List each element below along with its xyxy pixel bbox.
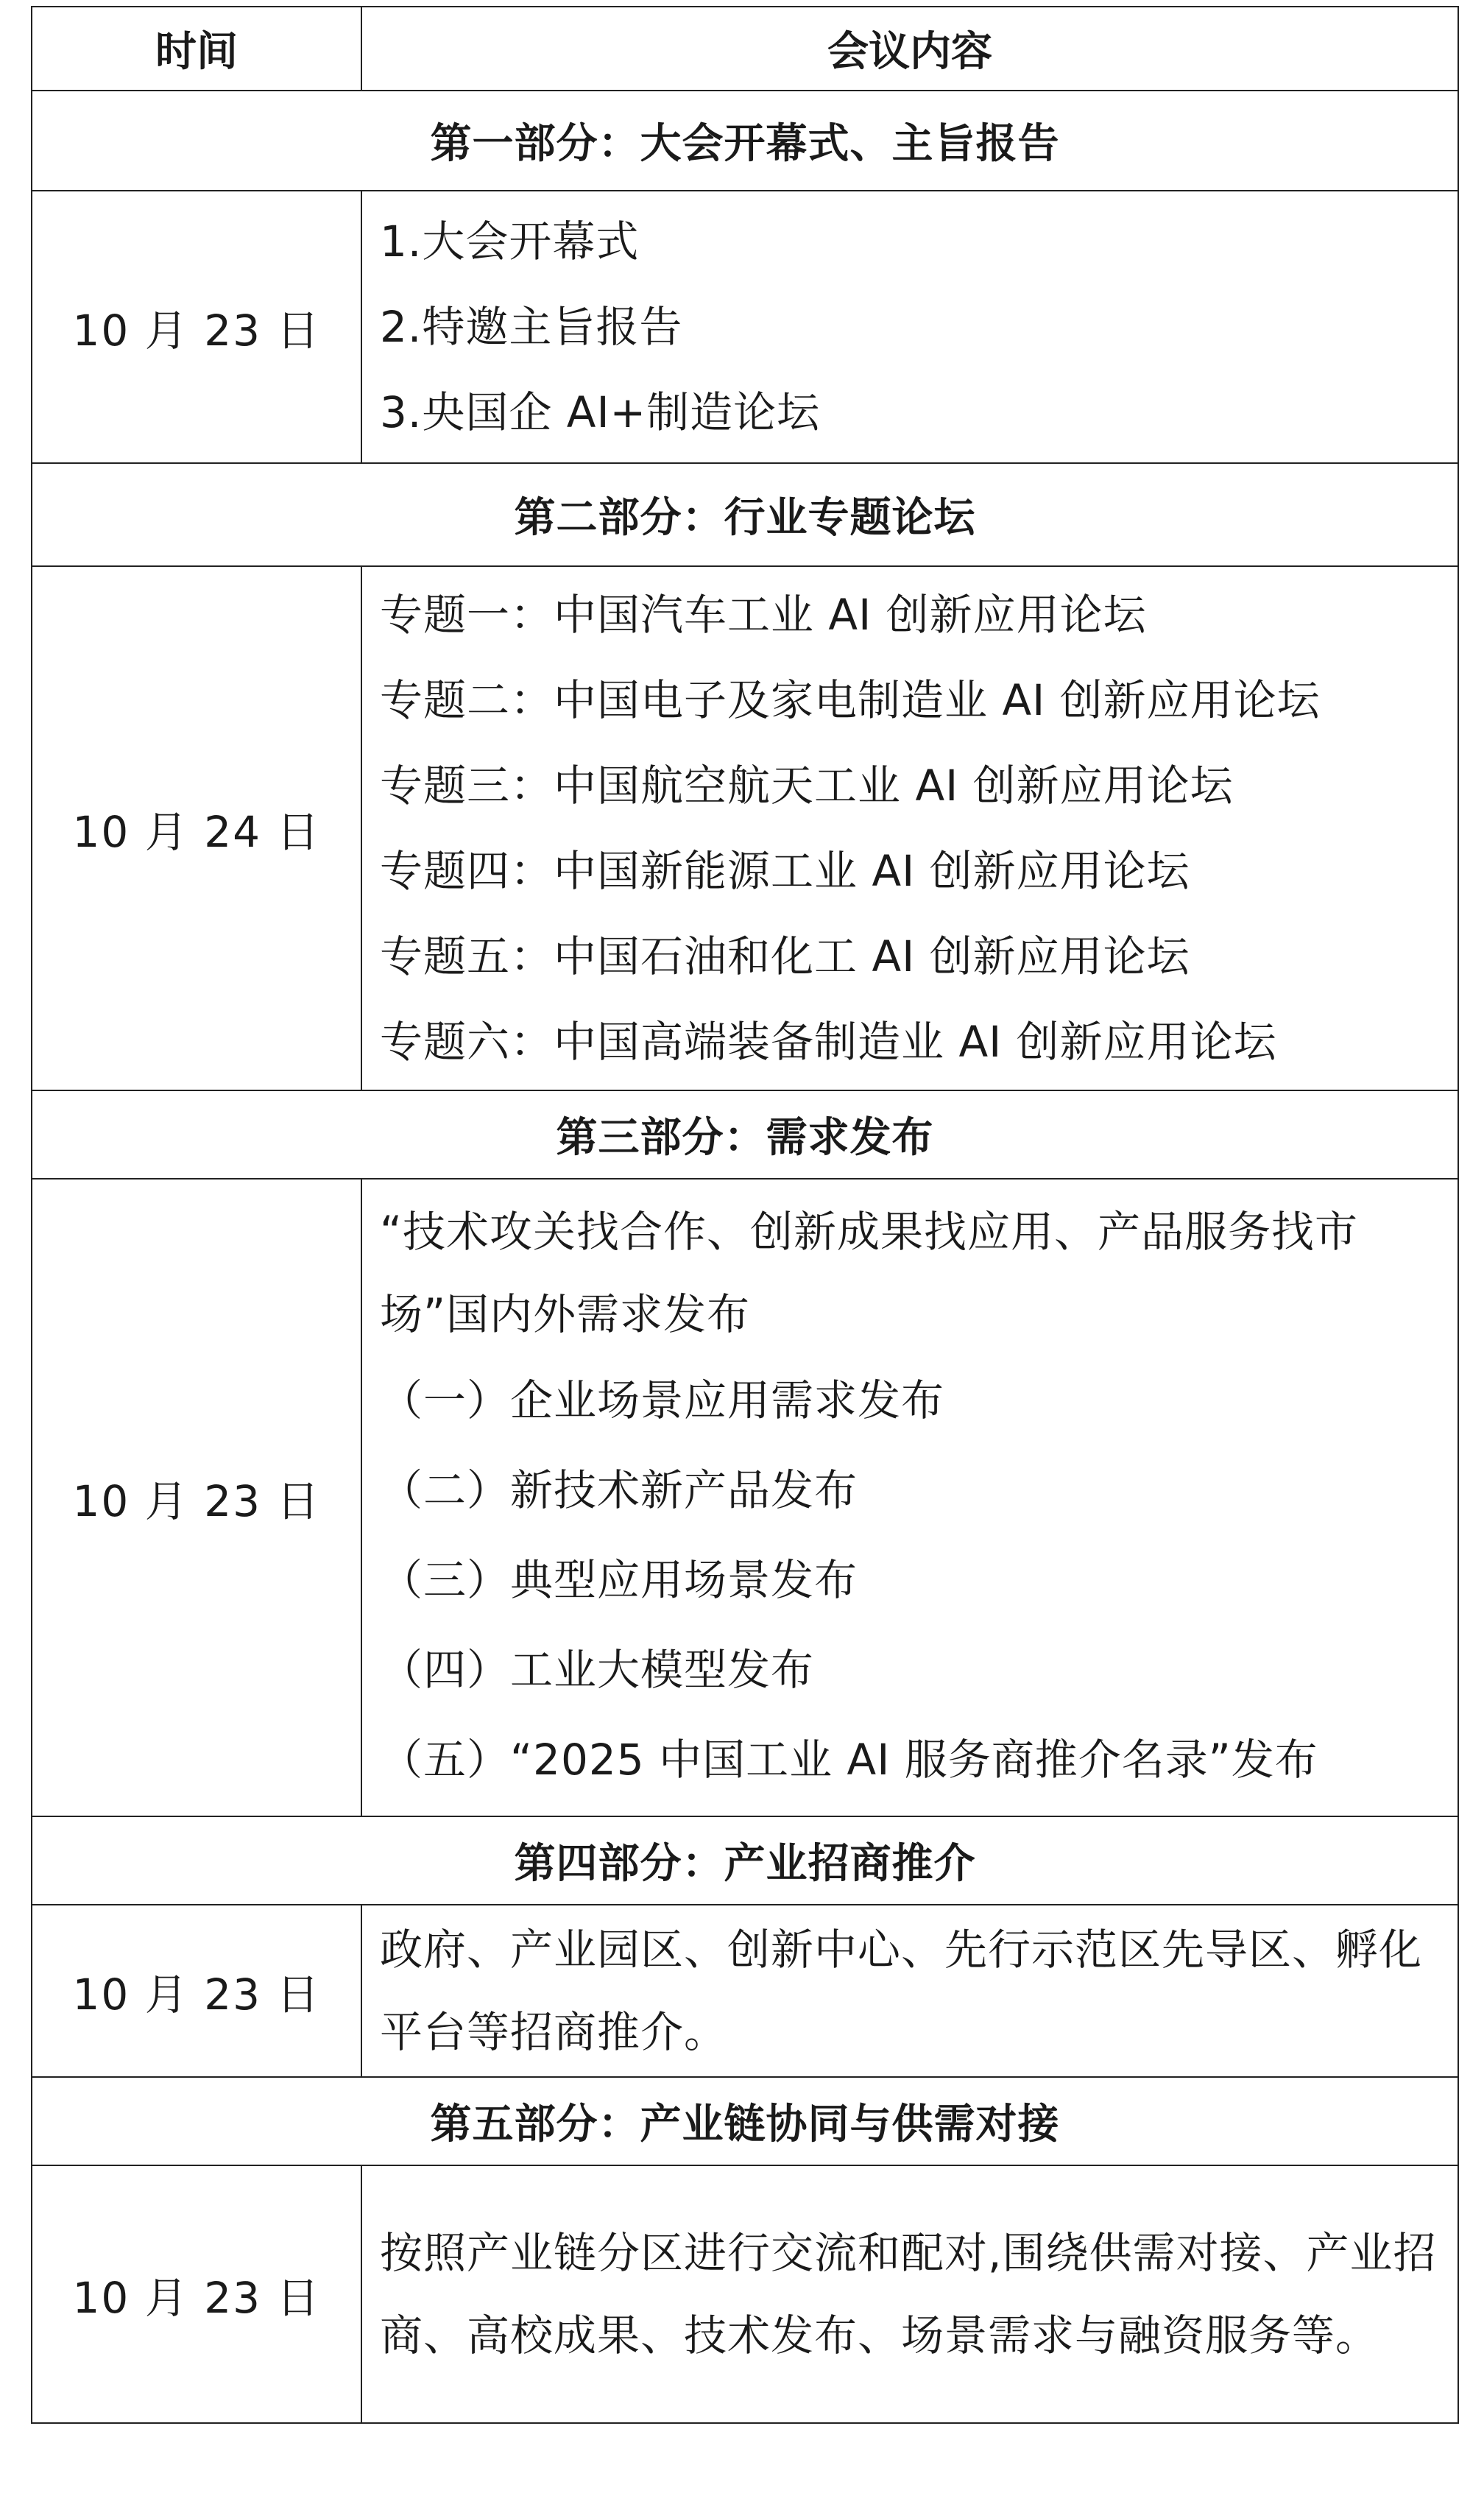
section-3-title: 第三部分：需求发布: [32, 1090, 1458, 1179]
list-item: （二）新技术新产品发布: [380, 1465, 858, 1515]
section-3-date: 10 月 23 日: [32, 1179, 361, 1816]
section-5-title: 第五部分：产业链协同与供需对接: [32, 2077, 1458, 2165]
section-2-content: [361, 566, 1458, 1090]
section-2-title: 第二部分：行业专题论坛: [32, 463, 1458, 566]
list-item: 1.大会开幕式: [380, 216, 640, 267]
section-4-date: 10 月 23 日: [32, 1905, 361, 2077]
table-row: [32, 1905, 1458, 2077]
agenda-table: [31, 6, 1459, 2424]
list-item: 专题一：中国汽车工业 AI 创新应用论坛: [380, 590, 1147, 640]
list-item: （四）工业大模型发布: [380, 1645, 815, 1695]
table-row: [32, 1179, 1458, 1816]
list-item: 2.特邀主旨报告: [380, 302, 683, 352]
list-item: 专题四：中国新能源工业 AI 创新应用论坛: [380, 846, 1190, 896]
list-item: 专题六：中国高端装备制造业 AI 创新应用论坛: [380, 1017, 1277, 1067]
section-1-date: 10 月 23 日: [32, 191, 361, 463]
section-title-row: [32, 463, 1458, 566]
section-1-content: [361, 191, 1458, 463]
table-row: [32, 2165, 1458, 2423]
section-4-content: [361, 1905, 1458, 2077]
list-item: 专题三：中国航空航天工业 AI 创新应用论坛: [380, 761, 1234, 811]
section-3-intro: “技术攻关找合作、创新成果找应用、产品服务找市场”国内外需求发布: [380, 1207, 1359, 1339]
header-content: 会议内容: [361, 7, 1458, 91]
section-4-text: 政府、产业园区、创新中心、先行示范区先导区、孵化平台等招商推介。: [380, 1925, 1423, 2057]
list-item: 专题二：中国电子及家电制造业 AI 创新应用论坛: [380, 675, 1321, 725]
table-header-row: [32, 7, 1458, 91]
section-title-row: [32, 2077, 1458, 2165]
list-item: （一）企业场景应用需求发布: [380, 1375, 945, 1425]
list-item: （五）“2025 中国工业 AI 服务商推介名录”发布: [380, 1735, 1318, 1785]
section-5-text: 按照产业链分区进行交流和配对,围绕供需对接、产业招商、高校成果、技术发布、场景需求与融资服务等。: [380, 2228, 1437, 2360]
section-3-content: [361, 1179, 1458, 1816]
section-4-title: 第四部分：产业招商推介: [32, 1816, 1458, 1905]
section-1-title: 第一部分：大会开幕式、主旨报告: [32, 91, 1458, 191]
table-row: [32, 566, 1458, 1090]
header-time: 时间: [32, 7, 361, 91]
section-title-row: [32, 1816, 1458, 1905]
list-item: （三）典型应用场景发布: [380, 1555, 858, 1605]
section-5-content: [361, 2165, 1458, 2423]
section-5-date: 10 月 23 日: [32, 2165, 361, 2423]
section-title-row: [32, 91, 1458, 191]
list-item: 专题五：中国石油和化工 AI 创新应用论坛: [380, 931, 1190, 981]
section-title-row: [32, 1090, 1458, 1179]
table-row: [32, 191, 1458, 463]
list-item: 3.央国企 AI+制造论坛: [380, 387, 821, 437]
section-2-date: 10 月 24 日: [32, 566, 361, 1090]
